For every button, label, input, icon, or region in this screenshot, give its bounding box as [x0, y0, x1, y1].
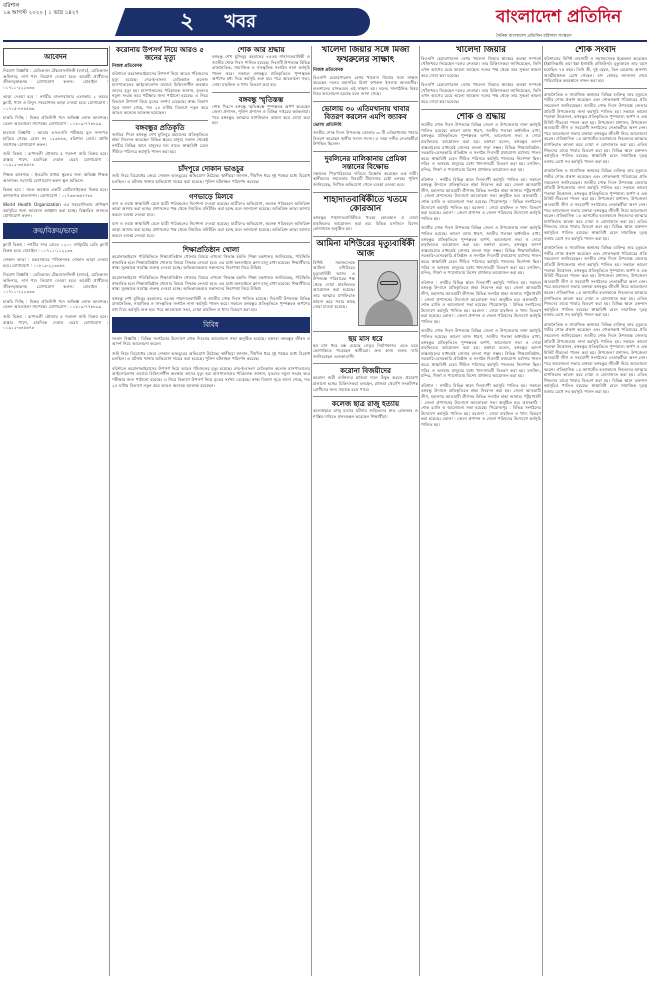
story-body: কলেজছাত্র রাজু হত্যার ঘটনায় জড়িতদের দ্রুত গ্রেফতার ও শাস্তির দাবিতে মানববন্ধন করেছেন শিক্ষার্থীরা।	[313, 408, 418, 419]
news-column-4	[421, 46, 541, 976]
masthead	[496, 4, 646, 39]
classified-item: দোকান ভাড়া : চকবাজারে পজিশনসহ দোকান ভাড়া দেওয়া হবে। যোগাযোগ : ০১৮১৯-২২৩৩৪৪	[3, 257, 108, 268]
misc-section-head: বিবিধ	[112, 317, 310, 333]
section-title: খবর	[224, 10, 257, 32]
divider	[212, 92, 310, 93]
column-divider	[311, 46, 312, 976]
story-body: বঙ্গবন্ধুর শাহাদাতবার্ষিকীতে খতমে কোরআন ও দোয়া মাহফিলের আয়োজন করা হয়। বিভিন্ন মসজিদে বিশেষ মোনাজাত অনুষ্ঠিত হয়।	[313, 215, 418, 232]
story-headline: কলেজ ছাত্র রাজু হত্যায়	[331, 399, 400, 409]
story-body: বরিশালের বিশিষ্ট ব্যবসায়ী ও সমাজসেবক ইন্তেকাল করেছেন (ইন্নালিল্লাহি ওয়া ইন্না ইলাইহি রাজিউন)। মৃত্যুকালে তার বয়স হয়েছিল ৭৫ বছর। তিনি স্ত্রী, দুই ছেলে, তিন মেয়েসহ অসংখ্য আত্মীয়স্বজন রেখে গেছেন। বাদ জোহর জানাজা শেষে পারিবারিক কবরস্থানে দাফন করা হয়।	[544, 55, 647, 84]
story-headline: দুবলিনের মালিকানায় প্রেমিকা সন্তানের বিক্ষোভ	[324, 153, 407, 171]
story-headline: শোক ও শ্রদ্ধায়	[456, 111, 506, 122]
portrait-glasses	[380, 281, 398, 285]
story-headline: বঙ্গবন্ধু স্মৃতিস্তম্ভ	[238, 94, 284, 104]
page-header	[0, 0, 650, 38]
divider	[313, 192, 418, 193]
story-body: বঙ্গবন্ধু শেখ মুজিবুর রহমানের ৪৫তম শাহাদাতবার্ষিকী ও জাতীয় শোক দিবস পালিত হয়েছে। দিবসটি উপলক্ষে বিভিন্ন রাজনৈতিক, সামাজিক ও সাংস্কৃতিক সংগঠন নানা কর্মসূচি পালন করে। সকালে বঙ্গবন্ধুর প্রতিকৃতিতে পুষ্পস্তবক অর্পণের মধ্য দিয়ে কর্মসূচি শুরু হয়। পরে আলোচনা সভা, দোয়া মাহফিল ও খাদ্য বিতরণ করা হয়।	[112, 295, 310, 312]
story-body: সংবাদ বিজ্ঞপ্তি : বিভিন্ন সংগঠনের উদ্যোগে শোক দিবসের আলোচনা সভা অনুষ্ঠিত হয়েছে। বক্তারা বঙ্গবন্ধুর জীবন ও আদর্শ নিয়ে আলোচনা করেন।	[112, 335, 310, 347]
divider	[313, 151, 418, 152]
edition-date: ১৬ আগস্ট ২০২০ | ১ ভাদ্র ১৪২৭	[3, 10, 80, 16]
divider	[313, 101, 418, 102]
story-body: বিএনপি চেয়ারপারসন বেগম খালেদা জিয়ার স্বাস্থ্যের অবস্থা সম্পর্কে খোঁজখবর নিয়েছেন দলের নেতারা। তার চিকিৎসকরা জানিয়েছেন, তিনি এখন আগের চেয়ে ভালো আছেন। দলের পক্ষ থেকে তার সুস্থতা কামনা করে দোয়া করা হয়েছে।	[421, 55, 541, 78]
story-byline: নিজস্ব প্রতিবেদক	[112, 64, 143, 70]
classified-item: চাকরি দিচ্ছি : বিক্রয় প্রতিনিধি পদে অভিজ্ঞ লোক আবশ্যক। বেতন আলোচনা সাপেক্ষে। যোগাযোগ : ০১৮১৯-৭৭৮৮৯৯	[3, 115, 108, 126]
classified-item: হারানো বিজ্ঞপ্তি : আমার এসএসসি পরীক্ষার মূল সনদপত্র হারিয়ে গেছে। রোল নং ১২৩৪৫৬, বরিশাল বোর্ড। প্রাপ্তি সাপেক্ষে যোগাযোগ করুন।	[3, 130, 108, 147]
news-column-3	[313, 46, 418, 976]
story-body: রাজনৈতিক ও সামাজিক অঙ্গনের বিভিন্ন ব্যক্তিত্ব তার মৃত্যুতে গভীর শোক প্রকাশ করেছেন এবং শোকসন্তপ্ত পরিবারের প্রতি সমবেদনা জানিয়েছেন। জাতীয় শোক দিবস উপলক্ষে জেলার প্রতিটি উপজেলায় নানা কর্মসূচি পালিত হয়। সকালে কালো পতাকা উত্তোলন, বঙ্গবন্ধুর প্রতিকৃতিতে পুষ্পমাল্য অর্পণ ও এক মিনিট নীরবতা পালন করা হয়। উপজেলা প্রশাসন, উপজেলা আওয়ামী লীগ ও সহযোগী সংগঠনের নেতাকর্মীরা অংশ নেন। পরে আলোচনা সভায় বক্তারা বঙ্গবন্ধুর জীবনী নিয়ে আলোচনা করেন। ঐতিহাসিক ১৫ আগস্টের হত্যাকাণ্ডে নিহতদের আত্মার মাগফিরাত কামনা করে দোয়া ও মোনাজাত করা হয়। এতিম শিশুদের মাঝে খাবার বিতরণ করা হয়। বিভিন্ন স্থানে রক্তদান কর্মসূচিও পালিত হয়েছে। স্বাস্থ্যবিধি মেনে সামাজিক দূরত্ব বজায় রেখে সব কর্মসূচি পালন করা হয়।	[544, 91, 647, 164]
story-body: শোক দিবসে বঙ্গবন্ধু স্মৃতিস্তম্ভে পুষ্পস্তবক অর্পণ করেছেন জেলা প্রশাসন, পুলিশ প্রশাসন ও বিভিন্ন দপ্তরের কর্মকর্তারা। পরে বঙ্গবন্ধুর আত্মার মাগফিরাত কামনা করে দোয়া করা হয়।	[212, 103, 310, 126]
story-headline: খালেদা জিয়ার	[456, 46, 506, 55]
story-headline: গণভাড়ে মিলবে	[188, 191, 234, 201]
story-body: বরিশাল : নগরীর বিভিন্ন স্থানে দিনব্যাপী কর্মসূচি পালিত হয়। সকালে বঙ্গবন্ধু উদ্যানে প্রতিকৃতিতে শ্রদ্ধা নিবেদন করা হয়। জেলা আওয়ামী লীগ, মহানগর আওয়ামী লীগসহ বিভিন্ন সংগঠন শ্রদ্ধা জানায়। পটুয়াখালী : জেলা প্রশাসনের উদ্যোগে আলোচনা সভা অনুষ্ঠিত হয়। ঝালকাঠি : শোক র‌্যালি ও আলোচনা সভা হয়েছে। পিরোজপুর : বিভিন্ন সংগঠনের উদ্যোগে কর্মসূচি পালিত হয়। বরগুনা : দোয়া মাহফিল ও খাদ্য বিতরণ করা হয়েছে। ভোলা : জেলা প্রশাসন ও জেলা পরিষদের উদ্যোগে কর্মসূচি পালিত হয়।	[421, 279, 541, 324]
story-headline: শোক সংবাদ	[575, 46, 616, 55]
classified-item: শিক্ষক আবশ্যক : ইংরেজি মাধ্যম স্কুলের জন্য অভিজ্ঞ শিক্ষক আবশ্যক। সরাসরি যোগাযোগ করুন স্কুল অফিসে।	[3, 171, 108, 183]
divider	[313, 363, 418, 364]
story-headline: আমিনা মশিউরের মৃত্যুবার্ষিকী আজ	[316, 238, 415, 259]
header-rule	[3, 40, 647, 42]
column-divider	[109, 46, 110, 976]
story-body: বরিশালে করোনাভাইরাসের উপসর্গ নিয়ে আরও পাঁচজনের মৃত্যু হয়েছে। শের-ই-বাংলা মেডিক্যাল কলেজ হাসপাতালের আইসোলেশন ওয়ার্ডে চিকিৎসাধীন অবস্থায় তাদের মৃত্যু হয়। হাসপাতালের পরিচালক জানান, মৃতদের নমুনা সংগ্রহ করে পরীক্ষার জন্য পাঠানো হয়েছে। এ নিয়ে বিভাগে উপসর্গ নিয়ে মৃতের সংখ্যা বেড়েছে। স্বাস্থ্য বিভাগ সূত্রে জানা গেছে, গত ২৪ ঘণ্টায় বিভাগে নতুন করে আরও অনেকে আক্রান্ত হয়েছেন।	[112, 365, 310, 388]
story-body: ছয় মাস ধরে বন্ধ রয়েছে সেতুর নির্মাণকাজ। এতে চরম ভোগান্তিতে পড়েছেন স্থানীয়রা। দ্রুত কাজ শুরুর দাবি জানিয়েছেন এলাকাবাসী।	[313, 342, 418, 359]
classified-section-head: ক্রয়/বিক্রয়/ভাড়া	[3, 223, 108, 239]
news-column-2	[112, 46, 310, 976]
story-headline: করোনা বিজয়ীদের	[340, 366, 391, 376]
story-body: করোনাভাইরাস পরিস্থিতিতে শিক্ষাপ্রতিষ্ঠান খোলার বিষয়ে এখনো সিদ্ধান্ত হয়নি। শিক্ষা মন্ত্রণালয় জানিয়েছে, পরিস্থিতি স্বাভাবিক হলে শিক্ষাপ্রতিষ্ঠান খোলার বিষয়ে সিদ্ধান্ত নেওয়া হবে। এর মধ্যে অনলাইনে ক্লাস চালু রাখা হয়েছে। শিক্ষার্থীদের স্বাস্থ্য সুরক্ষাকে সর্বোচ্চ গুরুত্ব দেওয়া হচ্ছে। অভিভাবকরাও সন্তানদের নিরাপত্তা নিয়ে উদ্বিগ্ন।	[112, 254, 310, 271]
divider	[112, 120, 208, 121]
story-body: জাতির পিতা বঙ্গবন্ধু শেখ মুজিবুর রহমানের প্রতিকৃতিতে শ্রদ্ধা নিবেদন করেছেন বিভিন্ন স্তরের মানুষ। সকাল থেকেই নগরীর বিভিন্ন স্থানে মানুষের ঢল নামে। স্বাস্থ্যবিধি মেনে সীমিত পরিসরে কর্মসূচি পালন করা হয়।	[112, 131, 208, 154]
page-badge	[140, 8, 370, 36]
story-body: জাতীয় শোক দিবস উপলক্ষে ভোলার ৩০টি এতিমখানায় খাবার বিতরণ করেছেন স্থানীয় সংসদ সদস্য। এ সময় দলীয় নেতাকর্মীরা উপস্থিত ছিলেন।	[313, 130, 418, 147]
story-body: বরিশাল : নগরীর বিভিন্ন স্থানে দিনব্যাপী কর্মসূচি পালিত হয়। সকালে বঙ্গবন্ধু উদ্যানে প্রতিকৃতিতে শ্রদ্ধা নিবেদন করা হয়। জেলা আওয়ামী লীগ, মহানগর আওয়ামী লীগসহ বিভিন্ন সংগঠন শ্রদ্ধা জানায়। পটুয়াখালী : জেলা প্রশাসনের উদ্যোগে আলোচনা সভা অনুষ্ঠিত হয়। ঝালকাঠি : শোক র‌্যালি ও আলোচনা সভা হয়েছে। পিরোজপুর : বিভিন্ন সংগঠনের উদ্যোগে কর্মসূচি পালিত হয়। বরগুনা : দোয়া মাহফিল ও খাদ্য বিতরণ করা হয়েছে। ভোলা : জেলা প্রশাসন ও জেলা পরিষদের উদ্যোগে কর্মসূচি পালিত হয়।	[421, 176, 541, 221]
divider	[313, 331, 418, 332]
edition-city: বরিশাল	[3, 3, 20, 9]
classified-item: জমি বিক্রয় : রূপাতলী মৌজায় ৫ শতাংশ জমি বিক্রয় হবে। রাস্তার পাশে, চারদিকে দেয়াল ঘেরা। যোগাযোগ : ০১৯১২-৩৪৫৬৭৮	[3, 151, 108, 168]
story-body: জাতীয় শোক দিবস উপলক্ষে বিভিন্ন জেলা ও উপজেলায় নানা কর্মসূচি পালিত হয়েছে। কালো ব্যাজ ধারণ, জাতীয় পতাকা অর্ধনমিত রাখা, বঙ্গবন্ধুর প্রতিকৃতিতে পুষ্পস্তবক অর্পণ, আলোচনা সভা ও দোয়া মাহফিলের আয়োজন করা হয়। বক্তারা বলেন, বঙ্গবন্ধুর আদর্শ বাস্তবায়নের মাধ্যমেই সোনার বাংলা গড়া সম্ভব। বিভিন্ন শিক্ষাপ্রতিষ্ঠান, সরকারি-বেসরকারি প্রতিষ্ঠান ও সংগঠন দিবসটি যথাযোগ্য মর্যাদায় পালন করে। স্বাস্থ্যবিধি মেনে সীমিত পরিসরে কর্মসূচি পালনের নির্দেশনা ছিল। গরিব ও অসহায় মানুষের মধ্যে খাদ্যসামগ্রী বিতরণ করা হয়। মসজিদ, মন্দির, গির্জা ও প্যাগোডায় বিশেষ প্রার্থনার আয়োজন করা হয়।	[421, 225, 541, 276]
column-divider	[419, 46, 420, 976]
story-body: করোনা জয়ী ব্যক্তিদের প্লাজমা দানে উদ্বুদ্ধ করতে প্রচারণা চালানো হচ্ছে। চিকিৎসকরা বলছেন, প্লাজমা থেরাপি সংকটাপন্ন রোগীদের জন্য সহায়ক হতে পারে।	[313, 375, 418, 392]
divider	[112, 242, 310, 243]
story-body: বরিশালে করোনাভাইরাসের উপসর্গ নিয়ে আরও পাঁচজনের মৃত্যু হয়েছে। শের-ই-বাংলা মেডিক্যাল কলেজ হাসপাতালের আইসোলেশন ওয়ার্ডে চিকিৎসাধীন অবস্থায় তাদের মৃত্যু হয়। হাসপাতালের পরিচালক জানান, মৃতদের নমুনা সংগ্রহ করে পরীক্ষার জন্য পাঠানো হয়েছে। এ নিয়ে বিভাগে উপসর্গ নিয়ে মৃতের সংখ্যা বেড়েছে। স্বাস্থ্য বিভাগ সূত্রে জানা গেছে, গত ২৪ ঘণ্টায় বিভাগে নতুন করে আরও অনেকে আক্রান্ত হয়েছেন।	[112, 71, 208, 116]
divider	[112, 189, 310, 190]
story-body: রাজনৈতিক ও সামাজিক অঙ্গনের বিভিন্ন ব্যক্তিত্ব তার মৃত্যুতে গভীর শোক প্রকাশ করেছেন এবং শোকসন্তপ্ত পরিবারের প্রতি সমবেদনা জানিয়েছেন। জাতীয় শোক দিবস উপলক্ষে জেলার প্রতিটি উপজেলায় নানা কর্মসূচি পালিত হয়। সকালে কালো পতাকা উত্তোলন, বঙ্গবন্ধুর প্রতিকৃতিতে পুষ্পমাল্য অর্পণ ও এক মিনিট নীরবতা পালন করা হয়। উপজেলা প্রশাসন, উপজেলা আওয়ামী লীগ ও সহযোগী সংগঠনের নেতাকর্মীরা অংশ নেন। পরে আলোচনা সভায় বক্তারা বঙ্গবন্ধুর জীবনী নিয়ে আলোচনা করেন। ঐতিহাসিক ১৫ আগস্টের হত্যাকাণ্ডে নিহতদের আত্মার মাগফিরাত কামনা করে দোয়া ও মোনাজাত করা হয়। এতিম শিশুদের মাঝে খাবার বিতরণ করা হয়। বিভিন্ন স্থানে রক্তদান কর্মসূচিও পালিত হয়েছে। স্বাস্থ্যবিধি মেনে সামাজিক দূরত্ব বজায় রেখে সব কর্মসূচি পালন করা হয়।	[544, 321, 647, 395]
story-body: জাতীয় শোক দিবস উপলক্ষে বিভিন্ন জেলা ও উপজেলায় নানা কর্মসূচি পালিত হয়েছে। কালো ব্যাজ ধারণ, জাতীয় পতাকা অর্ধনমিত রাখা, বঙ্গবন্ধুর প্রতিকৃতিতে পুষ্পস্তবক অর্পণ, আলোচনা সভা ও দোয়া মাহফিলের আয়োজন করা হয়। বক্তারা বলেন, বঙ্গবন্ধুর আদর্শ বাস্তবায়নের মাধ্যমেই সোনার বাংলা গড়া সম্ভব। বিভিন্ন শিক্ষাপ্রতিষ্ঠান, সরকারি-বেসরকারি প্রতিষ্ঠান ও সংগঠন দিবসটি যথাযোগ্য মর্যাদায় পালন করে। স্বাস্থ্যবিধি মেনে সীমিত পরিসরে কর্মসূচি পালনের নির্দেশনা ছিল। গরিব ও অসহায় মানুষের মধ্যে খাদ্যসামগ্রী বিতরণ করা হয়। মসজিদ, মন্দির, গির্জা ও প্যাগোডায় বিশেষ প্রার্থনার আয়োজন করা হয়।	[421, 122, 541, 173]
story-headline: শোক আর শ্রদ্ধায়	[237, 46, 285, 54]
story-byline: ভোলা প্রতিনিধি	[313, 123, 342, 128]
classified-item: নিয়োগ বিজ্ঞপ্তি : মেডিক্যাল টেকনোলজিস্ট (ল্যাব), মেডিক্যাল অফিসার, নার্স পদে নিয়োগ দেওয়া হবে। আগ্রহী প্রার্থীদের জীবনবৃত্তান্তসহ যোগাযোগ করুন। মোবাইল : ০১৭১১-২২২৩৩৩	[3, 68, 108, 90]
classified-item: ভাড়া দেওয়া হবে : নগরীর বাংলাবাজার এলাকায় ২ রুমের ফ্ল্যাট, গ্যাস ও বিদ্যুৎ সংযোগসহ ভাড়া দেওয়া হবে। যোগাযোগ : ০১৭১৫-৪৪৫৫৬৬	[3, 94, 108, 111]
story-body: বঙ্গবন্ধু শেখ মুজিবুর রহমানের ৪৫তম শাহাদাতবার্ষিকী ও জাতীয় শোক দিবস পালিত হয়েছে। দিবসটি উপলক্ষে বিভিন্ন রাজনৈতিক, সামাজিক ও সাংস্কৃতিক সংগঠন নানা কর্মসূচি পালন করে। সকালে বঙ্গবন্ধুর প্রতিকৃতিতে পুষ্পস্তবক অর্পণের মধ্য দিয়ে কর্মসূচি শুরু হয়। পরে আলোচনা সভা, দোয়া মাহফিল ও খাদ্য বিতরণ করা হয়।	[212, 54, 310, 88]
story-body: রাজনৈতিক ও সামাজিক অঙ্গনের বিভিন্ন ব্যক্তিত্ব তার মৃত্যুতে গভীর শোক প্রকাশ করেছেন এবং শোকসন্তপ্ত পরিবারের প্রতি সমবেদনা জানিয়েছেন। জাতীয় শোক দিবস উপলক্ষে জেলার প্রতিটি উপজেলায় নানা কর্মসূচি পালিত হয়। সকালে কালো পতাকা উত্তোলন, বঙ্গবন্ধুর প্রতিকৃতিতে পুষ্পমাল্য অর্পণ ও এক মিনিট নীরবতা পালন করা হয়। উপজেলা প্রশাসন, উপজেলা আওয়ামী লীগ ও সহযোগী সংগঠনের নেতাকর্মীরা অংশ নেন। পরে আলোচনা সভায় বক্তারা বঙ্গবন্ধুর জীবনী নিয়ে আলোচনা করেন। ঐতিহাসিক ১৫ আগস্টের হত্যাকাণ্ডে নিহতদের আত্মার মাগফিরাত কামনা করে দোয়া ও মোনাজাত করা হয়। এতিম শিশুদের মাঝে খাবার বিতরণ করা হয়। বিভিন্ন স্থানে রক্তদান কর্মসূচিও পালিত হয়েছে। স্বাস্থ্যবিধি মেনে সামাজিক দূরত্ব বজায় রেখে সব কর্মসূচি পালন করা হয়।	[544, 245, 647, 318]
classified-item: World Health Organization এর সহযোগিতায় প্রশিক্ষণ কর্মসূচির জন্য আবেদন আহ্বান করা হচ্ছে। বিস্তারিত জানতে যোগাযোগ করুন।	[3, 202, 108, 219]
classifieds-column	[3, 46, 108, 976]
story-headline: খালেদা জিয়ার সঙ্গে মির্জা ফখরুলের সাক্ষাৎ	[321, 46, 410, 65]
portrait-photo	[358, 260, 418, 326]
divider	[112, 161, 310, 162]
divider	[313, 396, 418, 397]
story-body: জমি নিয়ে বিরোধের জেরে দোকান ভাঙচুরের অভিযোগ উঠেছে। স্থানীয়রা জানান, দীর্ঘদিন ধরে দুই পক্ষের মধ্যে বিরোধ চলছিল। এ ঘটনায় থানায় অভিযোগ দায়ের করা হয়েছে। পুলিশ ঘটনাস্থল পরিদর্শন করেছে।	[112, 350, 310, 362]
story-byline: নিজস্ব প্রতিবেদক	[313, 67, 344, 73]
portrait-shoulders	[365, 299, 413, 326]
classified-item: বিক্রয় হবে : সচল অবস্থায় একটি মোটরসাইকেল বিক্রয় হবে। কাগজপত্র হালনাগাদ। যোগাযোগ : ০১৭৩৩-৬৬৭৭৮৮	[3, 187, 108, 198]
page-number: ২	[180, 7, 195, 34]
story-headline: শাহাদাতবার্ষিকীতে খতমে কোরআন	[323, 194, 408, 215]
story-body: জমি নিয়ে বিরোধের জেরে দোকান ভাঙচুরের অভিযোগ উঠেছে। স্থানীয়রা জানান, দীর্ঘদিন ধরে দুই পক্ষের মধ্যে বিরোধ চলছিল। এ ঘটনায় থানায় অভিযোগ দায়ের করা হয়েছে। পুলিশ ঘটনাস্থল পরিদর্শন করেছে।	[112, 173, 310, 184]
divider	[421, 109, 541, 110]
story-body: বিএনপি চেয়ারপারসন বেগম খালেদা জিয়ার স্বাস্থ্যের অবস্থা সম্পর্কে খোঁজখবর নিয়েছেন দলের নেতারা। তার চিকিৎসকরা জানিয়েছেন, তিনি এখন আগের চেয়ে ভালো আছেন। দলের পক্ষ থেকে তার সুস্থতা কামনা করে দোয়া করা হয়েছে।	[421, 82, 541, 104]
story-headline: শিক্ষাপ্রতিষ্ঠান খোলা	[182, 245, 240, 255]
classified-item: নিয়োগ বিজ্ঞপ্তি : মেডিক্যাল টেকনোলজিস্ট (ল্যাব), মেডিক্যাল অফিসার, নার্স পদে নিয়োগ দেওয়া হবে। আগ্রহী প্রার্থীদের জীবনবৃত্তান্তসহ যোগাযোগ করুন। মোবাইল : ০১৭১১-২২২৩৩৩	[3, 272, 108, 295]
news-column-5	[544, 46, 647, 976]
application-box	[3, 48, 108, 66]
story-body: বিশিষ্ট সমাজসেবক আমিনা মশিউরের মৃত্যুবার্ষিকী আজ। এ উপলক্ষে পরিবারের পক্ষ থেকে দোয়া মাহফিলের আয়োজন করা হয়েছে। তার আত্মার মাগফিরাত কামনা করে সবার কাছে দোয়া চাওয়া হয়েছে।	[313, 259, 355, 310]
classified-item: জমি বিক্রয় : রূপাতলী মৌজায় ৫ শতাংশ জমি বিক্রয় হবে। রাস্তার পাশে, চারদিকে দেয়াল ঘেরা। যোগাযোগ : ০১৯১২-৩৪৫৬৭৮	[3, 314, 108, 331]
divider	[313, 236, 418, 237]
story-body: সন্তানের পিতৃপরিচয়ের দাবিতে বিক্ষোভ করেছেন এক নারী। স্থানীয়দের সহায়তায় বিষয়টি মীমাংসার চেষ্টা চলছে। পুলিশ জানিয়েছে, লিখিত অভিযোগ পেলে ব্যবস্থা নেওয়া হবে।	[313, 170, 418, 188]
story-body: জাতীয় শোক দিবস উপলক্ষে বিভিন্ন জেলা ও উপজেলায় নানা কর্মসূচি পালিত হয়েছে। কালো ব্যাজ ধারণ, জাতীয় পতাকা অর্ধনমিত রাখা, বঙ্গবন্ধুর প্রতিকৃতিতে পুষ্পস্তবক অর্পণ, আলোচনা সভা ও দোয়া মাহফিলের আয়োজন করা হয়। বক্তারা বলেন, বঙ্গবন্ধুর আদর্শ বাস্তবায়নের মাধ্যমেই সোনার বাংলা গড়া সম্ভব। বিভিন্ন শিক্ষাপ্রতিষ্ঠান, সরকারি-বেসরকারি প্রতিষ্ঠান ও সংগঠন দিবসটি যথাযোগ্য মর্যাদায় পালন করে। স্বাস্থ্যবিধি মেনে সীমিত পরিসরে কর্মসূচি পালনের নির্দেশনা ছিল। গরিব ও অসহায় মানুষের মধ্যে খাদ্যসামগ্রী বিতরণ করা হয়। মসজিদ, মন্দির, গির্জা ও প্যাগোডায় বিশেষ প্রার্থনার আয়োজন করা হয়।	[421, 328, 541, 379]
story-body: বাস ও লঞ্চে স্বাস্থ্যবিধি মেনে যাত্রী পরিবহনের নির্দেশনা দেওয়া হয়েছে। যাত্রীদের অভিযোগ, অনেক পরিবহনে অতিরিক্ত ভাড়া আদায় করা হচ্ছে। প্রশাসনের পক্ষ থেকে নিয়মিত মনিটরিং করা হচ্ছে বলে জানানো হয়েছে। অতিরিক্ত ভাড়া আদায় করলে ব্যবস্থা নেওয়া হবে।	[112, 200, 310, 217]
story-body: করোনাভাইরাস পরিস্থিতিতে শিক্ষাপ্রতিষ্ঠান খোলার বিষয়ে এখনো সিদ্ধান্ত হয়নি। শিক্ষা মন্ত্রণালয় জানিয়েছে, পরিস্থিতি স্বাভাবিক হলে শিক্ষাপ্রতিষ্ঠান খোলার বিষয়ে সিদ্ধান্ত নেওয়া হবে। এর মধ্যে অনলাইনে ক্লাস চালু রাখা হয়েছে। শিক্ষার্থীদের স্বাস্থ্য সুরক্ষাকে সর্বোচ্চ গুরুত্ব দেওয়া হচ্ছে। অভিভাবকরাও সন্তানদের নিরাপত্তা নিয়ে উদ্বিগ্ন।	[112, 274, 310, 292]
story-body: বিএনপি চেয়ারপারসন বেগম খালেদা জিয়ার সঙ্গে সাক্ষাৎ করেছেন দলের মহাসচিব মির্জা ফখরুল ইসলাম আলমগীর। গুলশানের বাসভবনে এই সাক্ষাৎ হয়। দলের সাংগঠনিক বিষয় নিয়ে আলোচনা হয়েছে বলে জানা গেছে।	[313, 74, 418, 97]
column-divider	[542, 46, 543, 976]
application-box-title: আবেদন	[44, 52, 67, 61]
story-headline: চাঁদপুরে দোকান ভাঙচুর	[178, 164, 244, 174]
date-line	[3, 3, 79, 17]
masthead-title: বাংলাদেশ প্রতিদিন	[496, 7, 622, 27]
story-headline: বঙ্গবন্ধুর প্রতিকৃতি	[135, 122, 185, 132]
story-headline: করোনায় উপসর্গ নিয়ে আরও ৫ জনের মৃত্যু	[116, 46, 204, 63]
story-body: বাস ও লঞ্চে স্বাস্থ্যবিধি মেনে যাত্রী পরিবহনের নির্দেশনা দেওয়া হয়েছে। যাত্রীদের অভিযোগ, অনেক পরিবহনে অতিরিক্ত ভাড়া আদায় করা হচ্ছে। প্রশাসনের পক্ষ থেকে নিয়মিত মনিটরিং করা হচ্ছে বলে জানানো হয়েছে। অতিরিক্ত ভাড়া আদায় করলে ব্যবস্থা নেওয়া হবে।	[112, 221, 310, 238]
divider	[544, 88, 647, 89]
classified-item: চাকরি দিচ্ছি : বিক্রয় প্রতিনিধি পদে অভিজ্ঞ লোক আবশ্যক। বেতন আলোচনা সাপেক্ষে। যোগাযোগ : ০১৮১৯-৭৭৮৮৯৯	[3, 298, 108, 310]
story-headline: ভোলায় ৩০ এতিমখানায় খাবার বিতরণ করলেন এমপি জ্যাকব	[321, 103, 410, 121]
story-body: বরিশাল : নগরীর বিভিন্ন স্থানে দিনব্যাপী কর্মসূচি পালিত হয়। সকালে বঙ্গবন্ধু উদ্যানে প্রতিকৃতিতে শ্রদ্ধা নিবেদন করা হয়। জেলা আওয়ামী লীগ, মহানগর আওয়ামী লীগসহ বিভিন্ন সংগঠন শ্রদ্ধা জানায়। পটুয়াখালী : জেলা প্রশাসনের উদ্যোগে আলোচনা সভা অনুষ্ঠিত হয়। ঝালকাঠি : শোক র‌্যালি ও আলোচনা সভা হয়েছে। পিরোজপুর : বিভিন্ন সংগঠনের উদ্যোগে কর্মসূচি পালিত হয়। বরগুনা : দোয়া মাহফিল ও খাদ্য বিতরণ করা হয়েছে। ভোলা : জেলা প্রশাসন ও জেলা পরিষদের উদ্যোগে কর্মসূচি পালিত হয়।	[421, 382, 541, 427]
classified-item: ফ্ল্যাট বিক্রয় : নগরীর সদর রোডে ১২০০ বর্গফুটের রেডি ফ্ল্যাট বিক্রয় হবে। মোবাইল : ০১৭১১-১১২২৩৩	[3, 242, 108, 253]
story-body: রাজনৈতিক ও সামাজিক অঙ্গনের বিভিন্ন ব্যক্তিত্ব তার মৃত্যুতে গভীর শোক প্রকাশ করেছেন এবং শোকসন্তপ্ত পরিবারের প্রতি সমবেদনা জানিয়েছেন। জাতীয় শোক দিবস উপলক্ষে জেলার প্রতিটি উপজেলায় নানা কর্মসূচি পালিত হয়। সকালে কালো পতাকা উত্তোলন, বঙ্গবন্ধুর প্রতিকৃতিতে পুষ্পমাল্য অর্পণ ও এক মিনিট নীরবতা পালন করা হয়। উপজেলা প্রশাসন, উপজেলা আওয়ামী লীগ ও সহযোগী সংগঠনের নেতাকর্মীরা অংশ নেন। পরে আলোচনা সভায় বক্তারা বঙ্গবন্ধুর জীবনী নিয়ে আলোচনা করেন। ঐতিহাসিক ১৫ আগস্টের হত্যাকাণ্ডে নিহতদের আত্মার মাগফিরাত কামনা করে দোয়া ও মোনাজাত করা হয়। এতিম শিশুদের মাঝে খাবার বিতরণ করা হয়। বিভিন্ন স্থানে রক্তদান কর্মসূচিও পালিত হয়েছে। স্বাস্থ্যবিধি মেনে সামাজিক দূরত্ব বজায় রেখে সব কর্মসূচি পালন করা হয়।	[544, 168, 647, 241]
portrait-head	[377, 271, 401, 301]
masthead-subtitle: দৈনিক বাংলাদেশ প্রতিদিন বরিশাল সংস্করণ	[496, 34, 572, 39]
story-headline: ছয় মাস ধরে	[348, 333, 383, 343]
